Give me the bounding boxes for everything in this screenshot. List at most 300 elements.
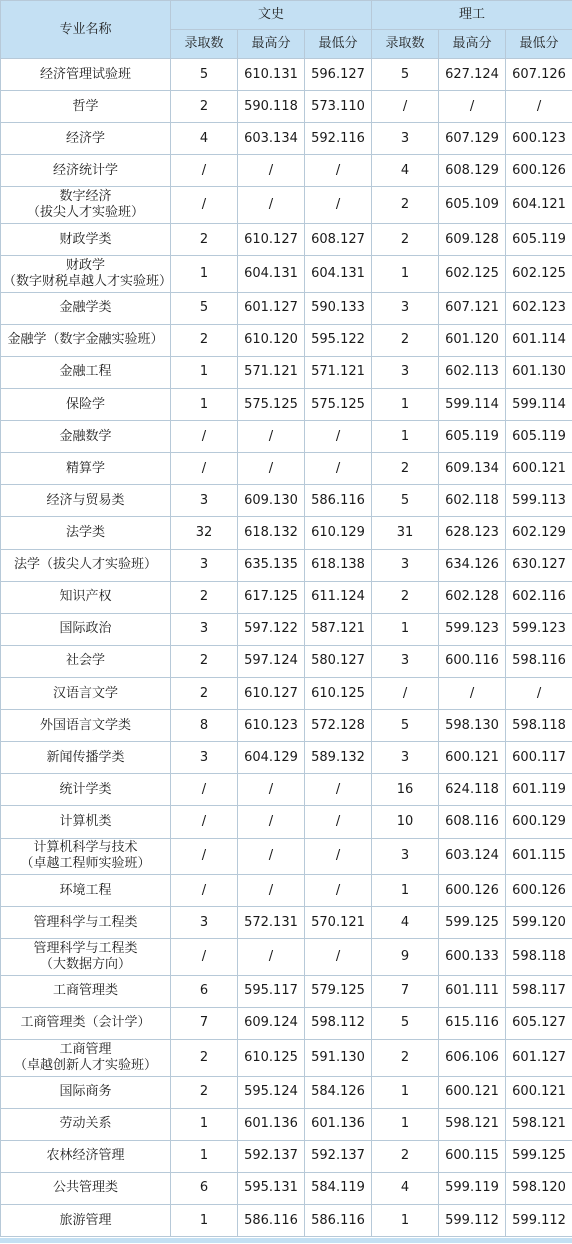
science-min-cell: 600.121 xyxy=(506,453,572,485)
science-max-cell: 602.128 xyxy=(439,581,506,613)
table-row xyxy=(1,645,572,677)
science-max-cell: 627.124 xyxy=(439,59,506,91)
major-name-cell: 工商管理 （卓越创新人才实验班） xyxy=(1,1040,171,1077)
arts-min-cell: 571.121 xyxy=(305,356,372,388)
major-name-cell: 管理科学与工程类 xyxy=(1,907,171,939)
science-count-cell: 3 xyxy=(372,292,439,324)
arts-max-cell: 595.117 xyxy=(238,975,305,1007)
table-row xyxy=(1,1205,572,1237)
arts-min-cell: 611.124 xyxy=(305,581,372,613)
science-max-cell: 602.125 xyxy=(439,256,506,293)
major-name-cell: 工商管理类（会计学） xyxy=(1,1007,171,1039)
science-min-cell: 601.127 xyxy=(506,1040,572,1077)
science-count-cell: / xyxy=(372,677,439,709)
table-row xyxy=(1,421,572,453)
science-min-cell: 601.130 xyxy=(506,356,572,388)
major-name-cell: 计算机科学与技术 （卓越工程师实验班） xyxy=(1,838,171,875)
science-min-cell: 599.113 xyxy=(506,485,572,517)
arts-max-cell: 601.127 xyxy=(238,292,305,324)
arts-count-cell: 1 xyxy=(171,1108,238,1140)
science-max-cell: 598.130 xyxy=(439,710,506,742)
arts-min-cell: 572.128 xyxy=(305,710,372,742)
major-name-cell: 汉语言文学 xyxy=(1,677,171,709)
table-row xyxy=(1,1108,572,1140)
arts-max-cell: 610.131 xyxy=(238,59,305,91)
science-min-cell: 598.118 xyxy=(506,710,572,742)
table-row xyxy=(1,549,572,581)
arts-count-cell: 1 xyxy=(171,388,238,420)
arts-min-cell: 601.136 xyxy=(305,1108,372,1140)
science-count-cell: 4 xyxy=(372,155,439,187)
science-min-cell: 600.126 xyxy=(506,875,572,907)
science-max-cell: / xyxy=(439,677,506,709)
header-science-min: 最低分 xyxy=(506,30,572,59)
science-count-cell: 1 xyxy=(372,1108,439,1140)
arts-max-cell: 610.123 xyxy=(238,710,305,742)
arts-min-cell: 586.116 xyxy=(305,1205,372,1237)
table-row xyxy=(1,907,572,939)
science-max-cell: 600.116 xyxy=(439,645,506,677)
science-count-cell: 10 xyxy=(372,806,439,838)
major-name-cell: 金融工程 xyxy=(1,356,171,388)
science-min-cell: 607.126 xyxy=(506,59,572,91)
major-name-cell: 农林经济管理 xyxy=(1,1140,171,1172)
science-min-cell: / xyxy=(506,91,572,123)
science-min-cell: 605.119 xyxy=(506,421,572,453)
arts-count-cell: / xyxy=(171,155,238,187)
arts-max-cell: 610.127 xyxy=(238,223,305,255)
table-row xyxy=(1,256,572,293)
science-min-cell: 598.117 xyxy=(506,975,572,1007)
science-max-cell: 605.109 xyxy=(439,187,506,224)
arts-max-cell: 597.124 xyxy=(238,645,305,677)
table-row xyxy=(1,59,572,91)
science-max-cell: 603.124 xyxy=(439,838,506,875)
table-row xyxy=(1,155,572,187)
major-name-cell: 法学类 xyxy=(1,517,171,549)
science-max-cell: 600.126 xyxy=(439,875,506,907)
table-row xyxy=(1,356,572,388)
major-name-cell: 知识产权 xyxy=(1,581,171,613)
science-max-cell: 600.133 xyxy=(439,939,506,976)
science-max-cell: 634.126 xyxy=(439,549,506,581)
arts-count-cell: / xyxy=(171,453,238,485)
science-max-cell: 615.116 xyxy=(439,1007,506,1039)
science-count-cell: 4 xyxy=(372,907,439,939)
arts-count-cell: 3 xyxy=(171,613,238,645)
arts-count-cell: 5 xyxy=(171,59,238,91)
table-row xyxy=(1,1172,572,1204)
science-count-cell: 2 xyxy=(372,1140,439,1172)
science-count-cell: 7 xyxy=(372,975,439,1007)
science-min-cell: 602.123 xyxy=(506,292,572,324)
arts-count-cell: 3 xyxy=(171,549,238,581)
science-max-cell: 609.134 xyxy=(439,453,506,485)
arts-max-cell: 595.131 xyxy=(238,1172,305,1204)
science-max-cell: 600.115 xyxy=(439,1140,506,1172)
arts-min-cell: / xyxy=(305,774,372,806)
science-min-cell: 599.120 xyxy=(506,907,572,939)
major-name-cell: 金融学（数字金融实验班） xyxy=(1,324,171,356)
header-science-count: 录取数 xyxy=(372,30,439,59)
arts-count-cell: 1 xyxy=(171,356,238,388)
arts-max-cell: 575.125 xyxy=(238,388,305,420)
science-min-cell: 598.116 xyxy=(506,645,572,677)
science-max-cell: 598.121 xyxy=(439,1108,506,1140)
arts-min-cell: / xyxy=(305,875,372,907)
science-min-cell: 601.115 xyxy=(506,838,572,875)
science-max-cell: 608.129 xyxy=(439,155,506,187)
header-arts-max: 最高分 xyxy=(238,30,305,59)
major-name-cell: 金融学类 xyxy=(1,292,171,324)
major-name-cell: 经济学 xyxy=(1,123,171,155)
major-name-cell: 社会学 xyxy=(1,645,171,677)
major-name-cell: 统计学类 xyxy=(1,774,171,806)
arts-max-cell: 604.131 xyxy=(238,256,305,293)
arts-min-cell: 592.116 xyxy=(305,123,372,155)
arts-max-cell: 604.129 xyxy=(238,742,305,774)
table-row xyxy=(1,875,572,907)
arts-min-cell: 598.112 xyxy=(305,1007,372,1039)
major-name-cell: 经济统计学 xyxy=(1,155,171,187)
major-name-cell: 法学（拔尖人才实验班） xyxy=(1,549,171,581)
science-count-cell: 4 xyxy=(372,1172,439,1204)
science-min-cell: 599.125 xyxy=(506,1140,572,1172)
major-name-cell: 工商管理类 xyxy=(1,975,171,1007)
major-name-cell: 财政学 （数字财税卓越人才实验班） xyxy=(1,256,171,293)
table-row xyxy=(1,939,572,976)
arts-count-cell: 2 xyxy=(171,581,238,613)
science-count-cell: 5 xyxy=(372,485,439,517)
science-max-cell: 602.118 xyxy=(439,485,506,517)
arts-max-cell: / xyxy=(238,939,305,976)
arts-max-cell: 601.136 xyxy=(238,1108,305,1140)
arts-max-cell: / xyxy=(238,806,305,838)
arts-count-cell: 2 xyxy=(171,645,238,677)
science-min-cell: 599.123 xyxy=(506,613,572,645)
arts-count-cell: 1 xyxy=(171,1205,238,1237)
arts-min-cell: / xyxy=(305,838,372,875)
arts-min-cell: 575.125 xyxy=(305,388,372,420)
arts-count-cell: 3 xyxy=(171,485,238,517)
arts-count-cell: 6 xyxy=(171,1172,238,1204)
arts-max-cell: 571.121 xyxy=(238,356,305,388)
major-name-cell: 保险学 xyxy=(1,388,171,420)
table-row xyxy=(1,581,572,613)
major-name-cell: 哲学 xyxy=(1,91,171,123)
table-row xyxy=(1,517,572,549)
table-bottom-bar xyxy=(0,1238,572,1243)
header-science: 理工 xyxy=(372,1,572,30)
science-min-cell: 600.117 xyxy=(506,742,572,774)
science-max-cell: 607.121 xyxy=(439,292,506,324)
table-row xyxy=(1,91,572,123)
arts-min-cell: 592.137 xyxy=(305,1140,372,1172)
arts-max-cell: 597.122 xyxy=(238,613,305,645)
arts-max-cell: 617.125 xyxy=(238,581,305,613)
arts-count-cell: / xyxy=(171,774,238,806)
arts-max-cell: / xyxy=(238,187,305,224)
science-max-cell: / xyxy=(439,91,506,123)
arts-min-cell: / xyxy=(305,453,372,485)
table-row xyxy=(1,774,572,806)
science-count-cell: 3 xyxy=(372,549,439,581)
arts-max-cell: 590.118 xyxy=(238,91,305,123)
arts-count-cell: 7 xyxy=(171,1007,238,1039)
science-max-cell: 600.121 xyxy=(439,1076,506,1108)
science-count-cell: 9 xyxy=(372,939,439,976)
arts-max-cell: 618.132 xyxy=(238,517,305,549)
arts-count-cell: 32 xyxy=(171,517,238,549)
arts-max-cell: 609.124 xyxy=(238,1007,305,1039)
science-min-cell: 630.127 xyxy=(506,549,572,581)
arts-min-cell: 590.133 xyxy=(305,292,372,324)
science-min-cell: 600.121 xyxy=(506,1076,572,1108)
science-count-cell: 1 xyxy=(372,875,439,907)
science-count-cell: 1 xyxy=(372,388,439,420)
arts-min-cell: 579.125 xyxy=(305,975,372,1007)
science-min-cell: 598.120 xyxy=(506,1172,572,1204)
arts-count-cell: 2 xyxy=(171,223,238,255)
science-max-cell: 601.111 xyxy=(439,975,506,1007)
major-name-cell: 环境工程 xyxy=(1,875,171,907)
major-name-cell: 财政学类 xyxy=(1,223,171,255)
arts-min-cell: 596.127 xyxy=(305,59,372,91)
science-min-cell: 601.119 xyxy=(506,774,572,806)
table-row xyxy=(1,1040,572,1077)
arts-count-cell: / xyxy=(171,421,238,453)
table-row xyxy=(1,838,572,875)
arts-count-cell: 6 xyxy=(171,975,238,1007)
arts-min-cell: / xyxy=(305,187,372,224)
arts-max-cell: / xyxy=(238,421,305,453)
arts-min-cell: / xyxy=(305,806,372,838)
science-count-cell: 31 xyxy=(372,517,439,549)
major-name-cell: 旅游管理 xyxy=(1,1205,171,1237)
science-count-cell: 3 xyxy=(372,742,439,774)
arts-max-cell: 592.137 xyxy=(238,1140,305,1172)
science-max-cell: 601.120 xyxy=(439,324,506,356)
table-row xyxy=(1,1076,572,1108)
science-min-cell: 600.129 xyxy=(506,806,572,838)
table-row xyxy=(1,453,572,485)
table-row xyxy=(1,710,572,742)
arts-count-cell: 2 xyxy=(171,324,238,356)
arts-count-cell: 3 xyxy=(171,742,238,774)
major-name-cell: 金融数学 xyxy=(1,421,171,453)
science-min-cell: 599.114 xyxy=(506,388,572,420)
science-min-cell: 602.116 xyxy=(506,581,572,613)
table-row xyxy=(1,677,572,709)
science-count-cell: 5 xyxy=(372,1007,439,1039)
table-row xyxy=(1,223,572,255)
table-row xyxy=(1,324,572,356)
table-row xyxy=(1,742,572,774)
science-min-cell: 600.123 xyxy=(506,123,572,155)
arts-min-cell: 570.121 xyxy=(305,907,372,939)
science-max-cell: 628.123 xyxy=(439,517,506,549)
arts-count-cell: 5 xyxy=(171,292,238,324)
arts-min-cell: 573.110 xyxy=(305,91,372,123)
major-name-cell: 计算机类 xyxy=(1,806,171,838)
science-max-cell: 602.113 xyxy=(439,356,506,388)
major-name-cell: 公共管理类 xyxy=(1,1172,171,1204)
arts-min-cell: / xyxy=(305,939,372,976)
header-arts: 文史 xyxy=(171,1,372,30)
science-count-cell: 1 xyxy=(372,613,439,645)
science-min-cell: 601.114 xyxy=(506,324,572,356)
arts-min-cell: 587.121 xyxy=(305,613,372,645)
science-max-cell: 599.119 xyxy=(439,1172,506,1204)
arts-count-cell: 3 xyxy=(171,907,238,939)
arts-min-cell: 610.129 xyxy=(305,517,372,549)
science-count-cell: 3 xyxy=(372,838,439,875)
science-count-cell: 2 xyxy=(372,187,439,224)
arts-count-cell: 2 xyxy=(171,1076,238,1108)
science-count-cell: 2 xyxy=(372,1040,439,1077)
major-name-cell: 劳动关系 xyxy=(1,1108,171,1140)
arts-min-cell: 580.127 xyxy=(305,645,372,677)
science-min-cell: 598.118 xyxy=(506,939,572,976)
table-row xyxy=(1,292,572,324)
header-science-max: 最高分 xyxy=(439,30,506,59)
science-min-cell: / xyxy=(506,677,572,709)
table-row xyxy=(1,975,572,1007)
table-row xyxy=(1,485,572,517)
header-arts-min: 最低分 xyxy=(305,30,372,59)
arts-count-cell: / xyxy=(171,939,238,976)
arts-max-cell: / xyxy=(238,774,305,806)
science-min-cell: 599.112 xyxy=(506,1205,572,1237)
science-max-cell: 624.118 xyxy=(439,774,506,806)
arts-max-cell: / xyxy=(238,838,305,875)
science-min-cell: 604.121 xyxy=(506,187,572,224)
arts-count-cell: 4 xyxy=(171,123,238,155)
science-count-cell: 1 xyxy=(372,421,439,453)
table-row xyxy=(1,1007,572,1039)
arts-count-cell: 1 xyxy=(171,256,238,293)
table-row xyxy=(1,123,572,155)
science-count-cell: 1 xyxy=(372,256,439,293)
arts-min-cell: 586.116 xyxy=(305,485,372,517)
table-row xyxy=(1,613,572,645)
major-name-cell: 国际政治 xyxy=(1,613,171,645)
arts-max-cell: / xyxy=(238,875,305,907)
science-min-cell: 598.121 xyxy=(506,1108,572,1140)
arts-min-cell: 604.131 xyxy=(305,256,372,293)
science-min-cell: 600.126 xyxy=(506,155,572,187)
major-name-cell: 精算学 xyxy=(1,453,171,485)
science-max-cell: 599.123 xyxy=(439,613,506,645)
table-row xyxy=(1,1140,572,1172)
science-min-cell: 605.119 xyxy=(506,223,572,255)
science-max-cell: 607.129 xyxy=(439,123,506,155)
major-name-cell: 数字经济 （拔尖人才实验班） xyxy=(1,187,171,224)
arts-count-cell: 2 xyxy=(171,677,238,709)
science-max-cell: 608.116 xyxy=(439,806,506,838)
science-count-cell: 5 xyxy=(372,59,439,91)
table-row xyxy=(1,388,572,420)
table-body xyxy=(1,59,572,1237)
science-min-cell: 605.127 xyxy=(506,1007,572,1039)
science-count-cell: 2 xyxy=(372,324,439,356)
arts-max-cell: 610.127 xyxy=(238,677,305,709)
header-arts-count: 录取数 xyxy=(171,30,238,59)
arts-max-cell: 610.125 xyxy=(238,1040,305,1077)
arts-count-cell: / xyxy=(171,838,238,875)
major-name-cell: 国际商务 xyxy=(1,1076,171,1108)
science-count-cell: 2 xyxy=(372,223,439,255)
science-count-cell: 3 xyxy=(372,356,439,388)
major-name-cell: 经济与贸易类 xyxy=(1,485,171,517)
arts-max-cell: 572.131 xyxy=(238,907,305,939)
arts-min-cell: / xyxy=(305,421,372,453)
major-name-cell: 经济管理试验班 xyxy=(1,59,171,91)
arts-max-cell: 610.120 xyxy=(238,324,305,356)
arts-min-cell: 608.127 xyxy=(305,223,372,255)
table-row xyxy=(1,187,572,224)
science-min-cell: 602.129 xyxy=(506,517,572,549)
science-count-cell: 1 xyxy=(372,1076,439,1108)
science-count-cell: 1 xyxy=(372,1205,439,1237)
arts-min-cell: 610.125 xyxy=(305,677,372,709)
arts-min-cell: 584.126 xyxy=(305,1076,372,1108)
arts-min-cell: 618.138 xyxy=(305,549,372,581)
arts-count-cell: / xyxy=(171,187,238,224)
arts-max-cell: 603.134 xyxy=(238,123,305,155)
arts-max-cell: 595.124 xyxy=(238,1076,305,1108)
science-max-cell: 606.106 xyxy=(439,1040,506,1077)
science-max-cell: 599.125 xyxy=(439,907,506,939)
major-name-cell: 外国语言文学类 xyxy=(1,710,171,742)
arts-max-cell: 586.116 xyxy=(238,1205,305,1237)
arts-min-cell: 595.122 xyxy=(305,324,372,356)
science-min-cell: 602.125 xyxy=(506,256,572,293)
arts-max-cell: / xyxy=(238,453,305,485)
header-major-name: 专业名称 xyxy=(1,1,171,59)
science-count-cell: 3 xyxy=(372,645,439,677)
science-max-cell: 600.121 xyxy=(439,742,506,774)
science-max-cell: 599.114 xyxy=(439,388,506,420)
arts-count-cell: 1 xyxy=(171,1140,238,1172)
science-count-cell: 5 xyxy=(372,710,439,742)
science-count-cell: / xyxy=(372,91,439,123)
arts-min-cell: 589.132 xyxy=(305,742,372,774)
science-count-cell: 2 xyxy=(372,581,439,613)
arts-count-cell: 8 xyxy=(171,710,238,742)
arts-count-cell: 2 xyxy=(171,91,238,123)
arts-count-cell: / xyxy=(171,806,238,838)
science-max-cell: 609.128 xyxy=(439,223,506,255)
science-max-cell: 605.119 xyxy=(439,421,506,453)
arts-count-cell: / xyxy=(171,875,238,907)
science-count-cell: 2 xyxy=(372,453,439,485)
major-name-cell: 管理科学与工程类 （大数据方向） xyxy=(1,939,171,976)
arts-min-cell: 584.119 xyxy=(305,1172,372,1204)
science-count-cell: 3 xyxy=(372,123,439,155)
arts-min-cell: / xyxy=(305,155,372,187)
arts-count-cell: 2 xyxy=(171,1040,238,1077)
table-header xyxy=(1,1,572,59)
science-count-cell: 16 xyxy=(372,774,439,806)
arts-min-cell: 591.130 xyxy=(305,1040,372,1077)
table-row xyxy=(1,806,572,838)
arts-max-cell: 635.135 xyxy=(238,549,305,581)
arts-max-cell: / xyxy=(238,155,305,187)
major-name-cell: 新闻传播学类 xyxy=(1,742,171,774)
arts-max-cell: 609.130 xyxy=(238,485,305,517)
science-max-cell: 599.112 xyxy=(439,1205,506,1237)
